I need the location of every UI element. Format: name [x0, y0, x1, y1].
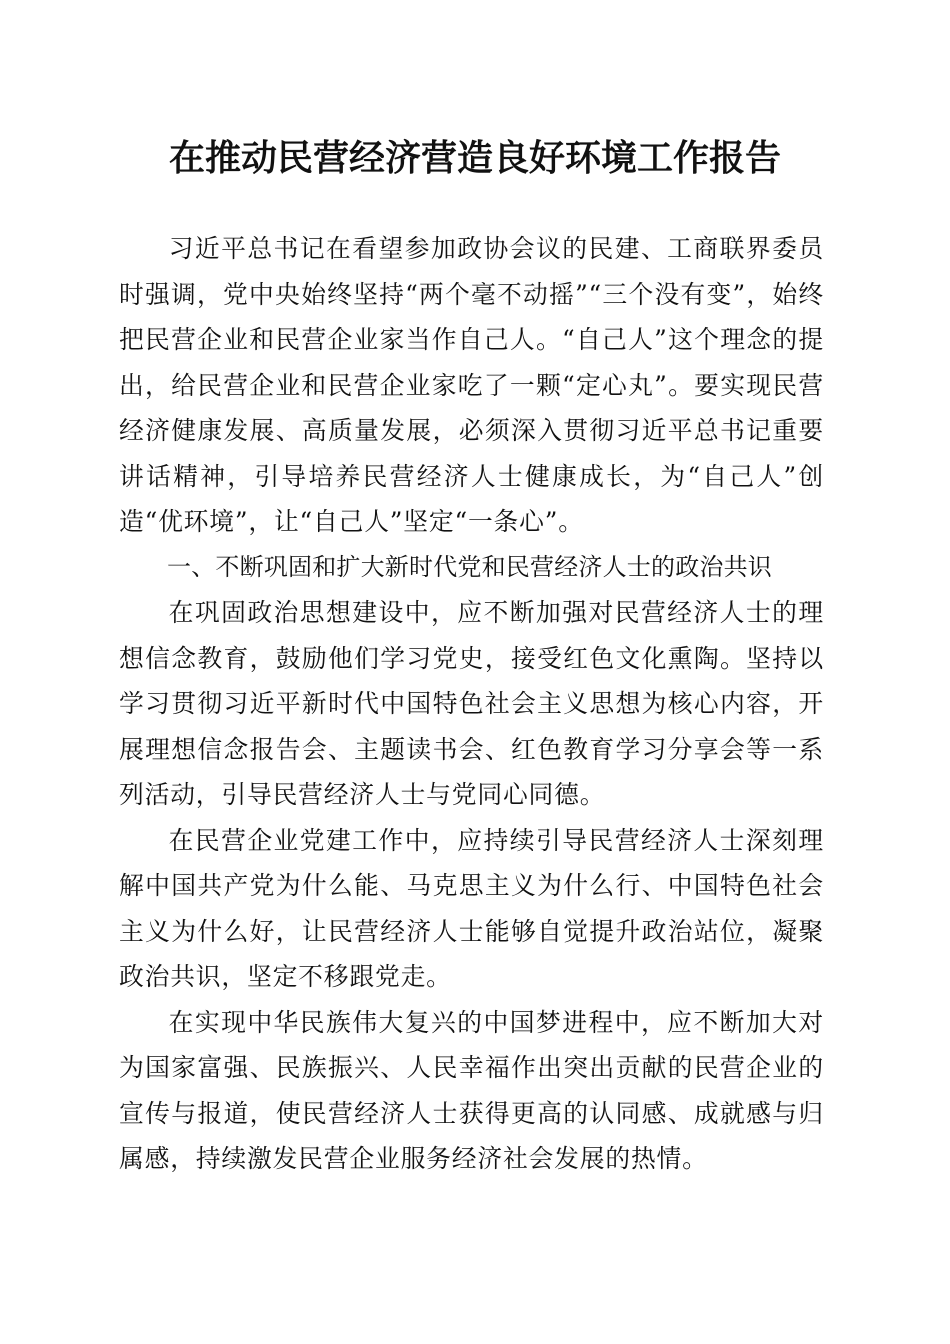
document-title: 在推动民营经济营造良好环境工作报告 — [168, 137, 781, 179]
intro-paragraph: 习近平总书记在看望参加政协会议的民建、工商联界委员时强调，党中央始终坚持“两个毫不动摇”“三个没有变”，始终把民营企业和民营企业家当作自己人。“自己人”这个理念的提出，给民营企业和民营企业家吃了一颗“定心丸”。要实现民营经济健康发展、高质量发展，必须深入贯彻习近平总书记重要讲话精神，引导培养民营经济人士健康成长，为“自己人”创造“优环境”，让“自己人”坚定“一条心”。 — [119, 234, 824, 536]
section-paragraph-3: 在实现中华民族伟大复兴的中国梦进程中，应不断加大对为国家富强、民族振兴、人民幸福作出突出贡献的民营企业的宣传与报道，使民营经济人士获得更高的认同感、成就感与归属感，持续激发民营企业服务经济社会发展的热情。 — [119, 1007, 824, 1173]
section-paragraph-1: 在巩固政治思想建设中，应不断加强对民营经济人士的理想信念教育，鼓励他们学习党史，接受红色文化熏陶。坚持以学习贯彻习近平新时代中国特色社会主义思想为核心内容，开展理想信念报告会、主题读书会、红色教育学习分享会等一系列活动，引导民营经济人士与党同心同德。 — [119, 598, 824, 809]
document-body — [119, 226, 824, 1182]
section-paragraph-2: 在民营企业党建工作中，应持续引导民营经济人士深刻理解中国共产党为什么能、马克思主义为什么行、中国特色社会主义为什么好，让民营经济人士能够自觉提升政治站位，凝聚政治共识，坚定不移跟党走。 — [119, 825, 824, 991]
section-heading: 一、不断巩固和扩大新时代党和民营经济人士的政治共识 — [167, 552, 772, 581]
